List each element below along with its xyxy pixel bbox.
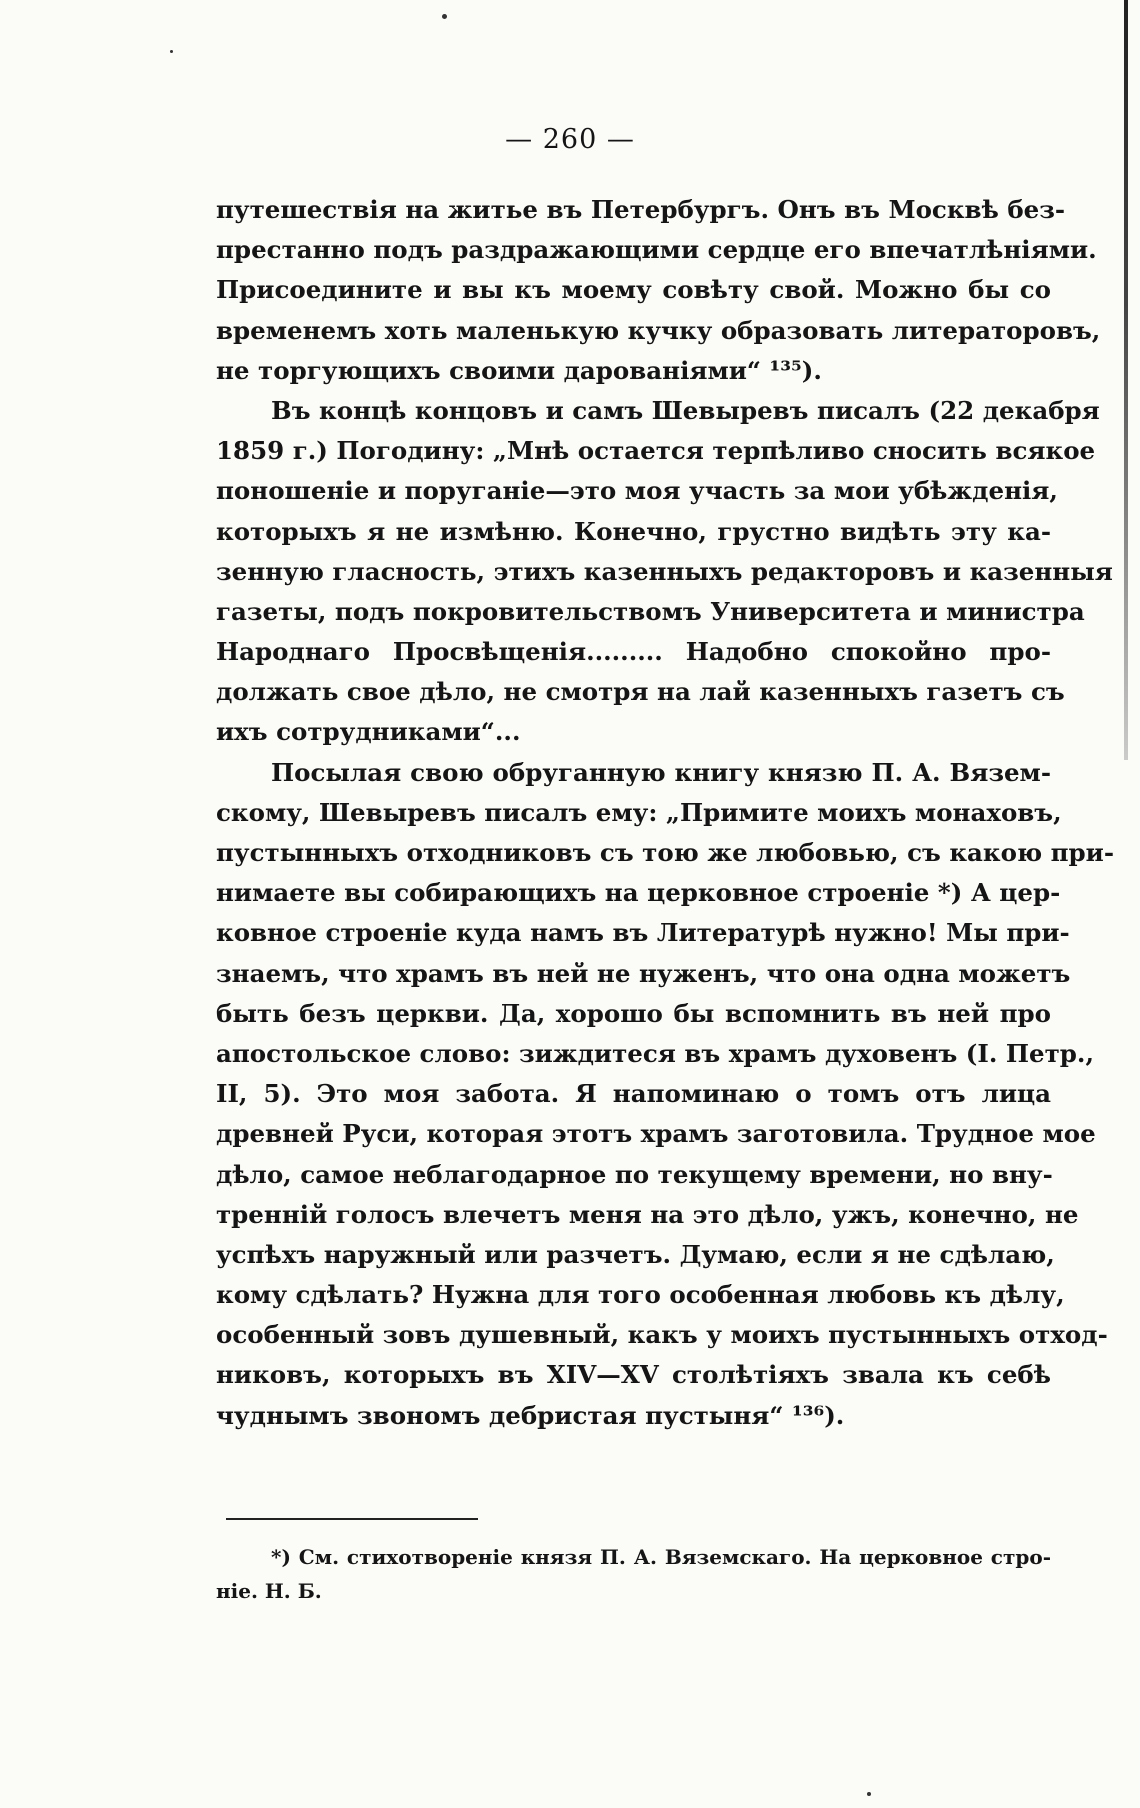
text-line: быть безъ церкви. Да, хорошо бы вспомнить въ ней про (216, 998, 1051, 1028)
text-line: временемъ хоть маленькую кучку образовать литераторовъ, (216, 315, 1101, 345)
footnote-separator (226, 1518, 478, 1520)
text-line: дѣло, самое неблагодарное по текущему времени, но вну- (216, 1159, 1053, 1189)
text-line: зенную гласность, этихъ казенныхъ редакторовъ и казенныя (216, 556, 1113, 586)
print-speck (867, 1792, 871, 1796)
text-line: которыхъ я не измѣню. Конечно, грустно видѣть эту ка- (216, 516, 1051, 546)
body-text (216, 190, 1114, 1436)
print-speck (442, 14, 447, 19)
text-line: чуднымъ звономъ дебристая пустыня“ ¹³⁶). (216, 1400, 845, 1430)
text-line: поношеніе и поруганіе—это моя участь за мои убѣжденія, (216, 476, 1058, 506)
text-line: особенный зовъ душевный, какъ у моихъ пустынныхъ отход- (216, 1320, 1108, 1350)
text-line: II, 5). Это моя забота. Я напоминаю о томъ отъ лица (216, 1079, 1051, 1109)
text-line: не торгующихъ своими дарованіями“ ¹³⁵). (216, 355, 822, 385)
text-line: 1859 г.) Погодину: „Мнѣ остается терпѣливо сносить всякое (216, 436, 1096, 466)
text-line: скому, Шевыревъ писалъ ему: „Примите моихъ монаховъ, (216, 797, 1062, 827)
print-speck (170, 50, 173, 53)
page-edge-line (1124, 0, 1128, 760)
text-line: Въ концѣ концовъ и самъ Шевыревъ писалъ (22 декабря (271, 395, 1100, 425)
text-line: кому сдѣлать? Нужна для того особенная любовь къ дѣлу, (216, 1280, 1065, 1310)
text-line: ихъ сотрудниками“... (216, 717, 521, 747)
text-line: ковное строеніе куда намъ въ Литературѣ нужно! Мы при- (216, 918, 1070, 948)
text-line: никовъ, которыхъ въ XIV—XV столѣтіяхъ звала къ себѣ (216, 1360, 1051, 1390)
text-line: тренній голосъ влечетъ меня на это дѣло, ужъ, конечно, не (216, 1199, 1079, 1229)
footnote (216, 1540, 1051, 1608)
text-line: знаемъ, что храмъ въ ней не нуженъ, что она одна можетъ (216, 958, 1071, 988)
text-line: должать свое дѣло, не смотря на лай казенныхъ газетъ съ (216, 677, 1065, 707)
text-line: древней Руси, которая этотъ храмъ заготовила. Трудное мое (216, 1119, 1096, 1149)
text-line: престанно подъ раздражающими сердце его впечатлѣніями. (216, 235, 1097, 265)
text-line: Посылая свою обруганную книгу князю П. А. Вязем- (271, 757, 1051, 787)
footnote-line: *) См. стихотвореніе князя П. А. Вяземскаго. На церковное стро- (271, 1545, 1051, 1569)
text-line: Присоедините и вы къ моему совѣту свой. Можно бы со (216, 275, 1051, 305)
footnote-line: ніе. Н. Б. (216, 1579, 322, 1603)
text-line: успѣхъ наружный или разчетъ. Думаю, если я не сдѣлаю, (216, 1239, 1055, 1269)
text-line: Народнаго Просвѣщенія......... Надобно спокойно про- (216, 637, 1051, 667)
text-line: апостольское слово: зиждитеся въ храмъ духовенъ (I. Петр., (216, 1038, 1094, 1068)
text-line: пустынныхъ отходниковъ съ тою же любовью, съ какою при- (216, 838, 1114, 867)
text-line: путешествія на житье въ Петербургъ. Онъ въ Москвѣ без- (216, 195, 1066, 224)
page-number: — 260 — (505, 124, 635, 155)
text-line: нимаете вы собирающихъ на церковное строеніе *) А цер- (216, 878, 1061, 908)
text-line: газеты, подъ покровительствомъ Университета и министра (216, 596, 1085, 626)
